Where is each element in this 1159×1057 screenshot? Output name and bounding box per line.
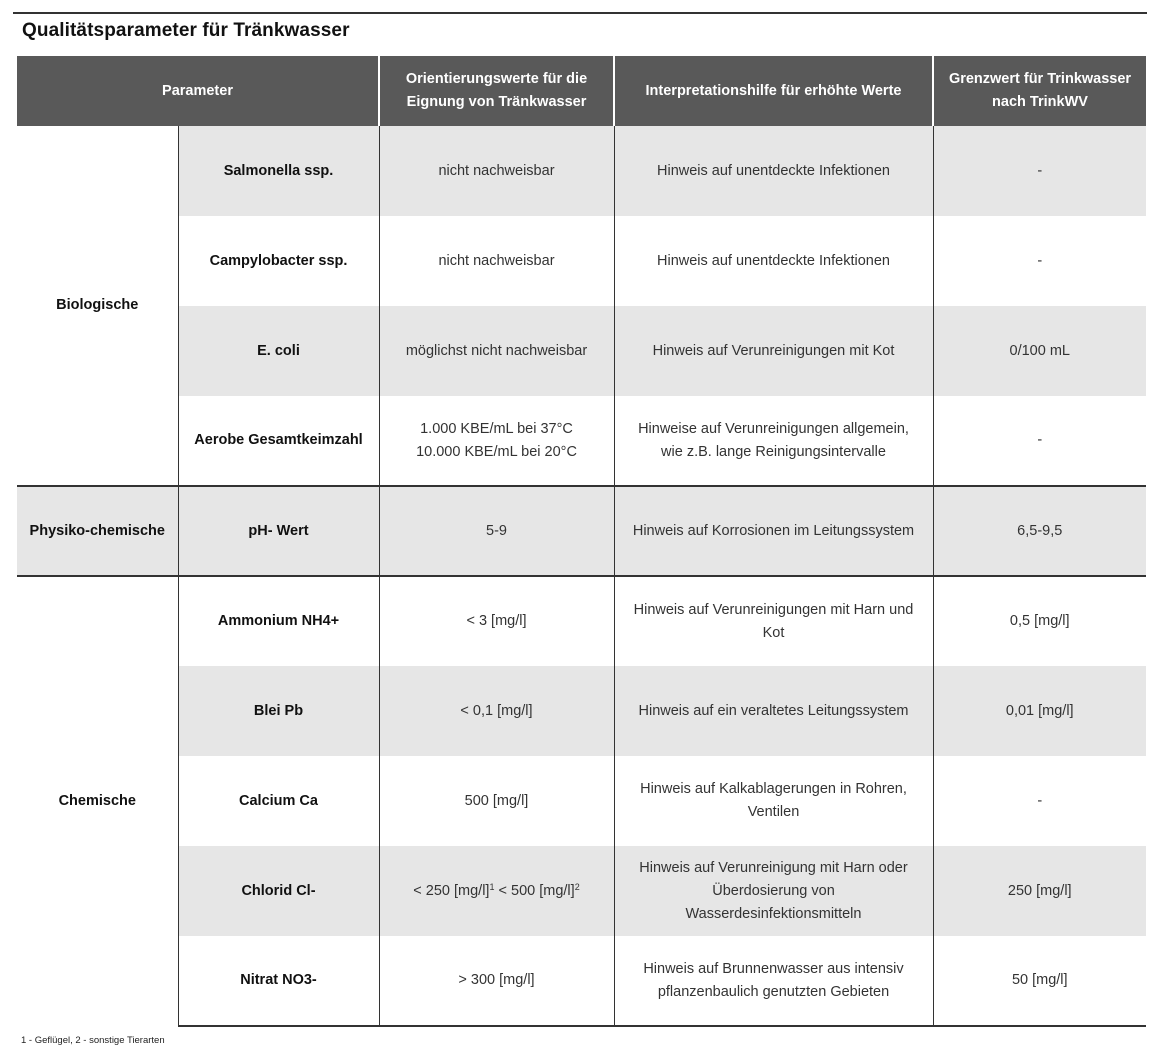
param-cell: Calcium Ca [178,756,379,846]
param-cell: Ammonium NH4+ [178,576,379,666]
interpretation-cell [614,576,933,666]
orientation-cell: 500 [mg/l] [379,756,614,846]
table-row [17,846,1146,936]
limit-cell: 0/100 mL [933,306,1146,396]
interpretation-cell: Hinweis auf unentdeckte Infektionen [614,126,933,216]
orientation-cell: möglichst nicht nachweisbar [379,306,614,396]
param-cell: Chlorid Cl- [178,846,379,936]
interpretation-line: Hinweis auf Kalkablagerungen in Rohren, [640,781,907,797]
limit-cell: - [933,216,1146,306]
footnote-marker: 1 [489,881,495,892]
quality-table [17,56,1146,1027]
footnote: 1 - Geflügel, 2 - sonstige Tierarten [21,1035,165,1046]
table-row [17,396,1146,486]
table-row [17,756,1146,846]
limit-cell: - [933,126,1146,216]
interpretation-line: Kot [762,624,785,641]
interpretation-cell: Hinweis auf Verunreinigungen mit Kot [614,306,933,396]
interpretation-line: pflanzenbaulich genutzten Gebieten [657,983,890,1000]
limit-cell: 250 [mg/l] [933,846,1146,936]
limit-cell: 0,5 [mg/l] [933,576,1146,666]
interpretation-line: wie z.B. lange Reinigungsintervalle [661,443,886,460]
interpretation-cell: Hinweis auf unentdeckte Infektionen [614,216,933,306]
orientation-cell: 5-9 [379,486,614,576]
param-cell: E. coli [178,306,379,396]
table-row [17,486,1146,576]
top-rule [13,12,1147,14]
limit-cell: 0,01 [mg/l] [933,666,1146,756]
orientation-value-other: < 500 [mg/l] [494,882,575,899]
interpretation-cell [614,756,933,846]
interpretation-cell [614,396,933,486]
table-row [17,576,1146,666]
param-cell: Nitrat NO3- [178,936,379,1026]
table-row [17,936,1146,1026]
orientation-line: 10.000 KBE/mL bei 20°C [416,443,577,460]
orientation-line: 1.000 KBE/mL bei 37°C [420,420,573,437]
interpretation-line: Hinweise auf Verunreinigungen allgemein, [638,420,909,437]
footnote-marker: 2 [574,881,580,892]
interpretation-line: Überdosierung von [712,882,835,899]
orientation-cell: < 0,1 [mg/l] [379,666,614,756]
param-cell: Blei Pb [178,666,379,756]
table-row [17,216,1146,306]
group-label-biologische: Biologische [17,126,178,486]
header-limit: Grenzwert für Trinkwasser nach TrinkWV [933,56,1146,126]
limit-cell: - [933,396,1146,486]
orientation-cell: nicht nachweisbar [379,216,614,306]
interpretation-cell [614,936,933,1026]
header-parameter: Parameter [17,56,379,126]
table-row [17,306,1146,396]
interpretation-line: Ventilen [747,804,800,820]
header-orientation: Orientierungswerte für die Eignung von Tränkwasser [379,56,614,126]
interpretation-cell: Hinweis auf ein veraltetes Leitungssystem [614,666,933,756]
param-cell: Aerobe Gesamtkeimzahl [178,396,379,486]
interpretation-line: Hinweis auf Brunnenwasser aus intensiv [643,960,904,977]
header-row [17,56,1146,126]
orientation-value-poultry: < 250 [mg/l] [413,882,490,899]
limit-cell: 6,5-9,5 [933,486,1146,576]
param-cell: Salmonella ssp. [178,126,379,216]
limit-cell: - [933,756,1146,846]
interpretation-line: Wasserdesinfektionsmitteln [685,905,862,922]
interpretation-cell: Hinweis auf Korrosionen im Leitungssystem [614,486,933,576]
group-label-chemische: Chemische [17,576,178,1026]
interpretation-line: Hinweis auf Verunreinigung mit Harn oder [639,859,908,876]
param-cell: Campylobacter ssp. [178,216,379,306]
group-label-physiko-chemische: Physiko-chemische [17,486,178,576]
orientation-cell: > 300 [mg/l] [379,936,614,1026]
table-row [17,666,1146,756]
table-row [17,126,1146,216]
orientation-cell: < 3 [mg/l] [379,576,614,666]
orientation-cell [379,396,614,486]
header-interpretation: Interpretationshilfe für erhöhte Werte [614,56,933,126]
limit-cell: 50 [mg/l] [933,936,1146,1026]
orientation-cell [379,846,614,936]
interpretation-cell [614,846,933,936]
param-cell: pH- Wert [178,486,379,576]
orientation-cell: nicht nachweisbar [379,126,614,216]
page-title: Qualitätsparameter für Tränkwasser [22,20,350,41]
interpretation-line: Hinweis auf Verunreinigungen mit Harn und [633,601,914,618]
